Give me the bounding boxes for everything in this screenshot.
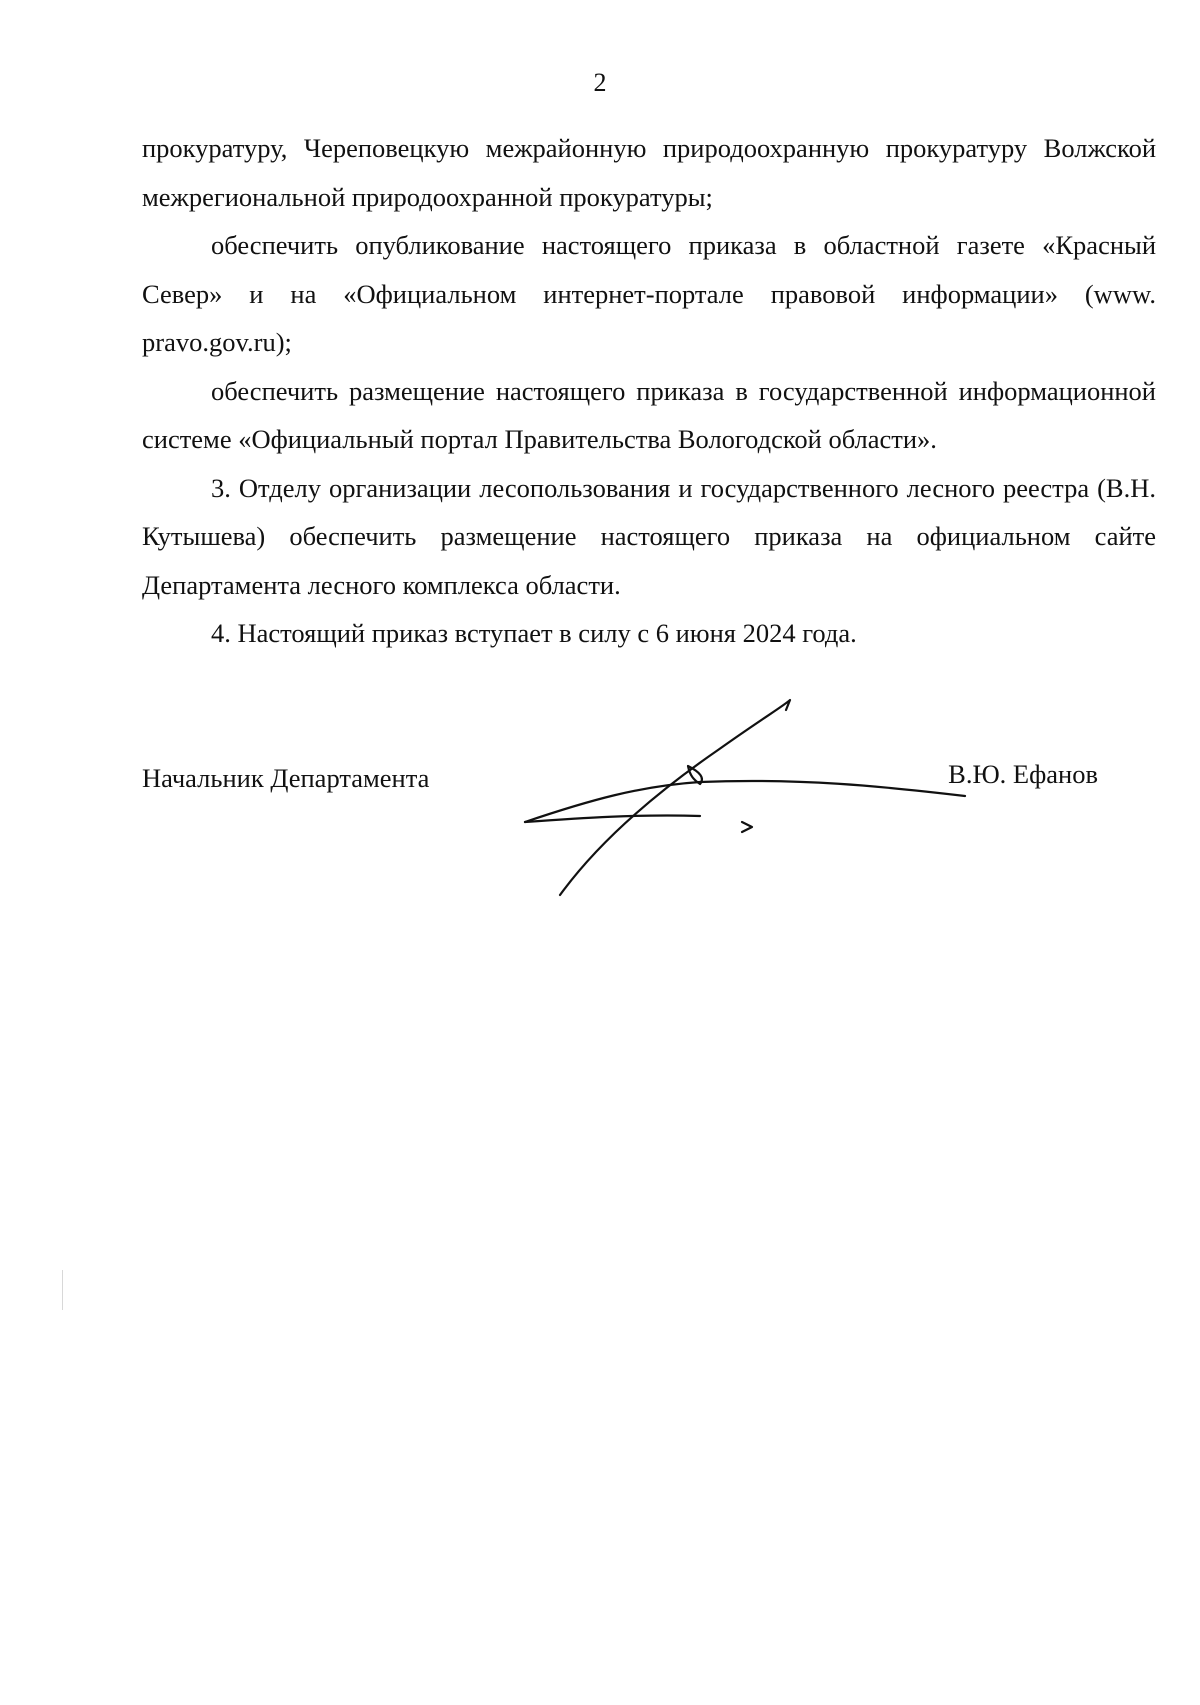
- paragraph-effective-date: 4. Настоящий приказ вступает в силу с 6 июня 2024 года.: [211, 618, 857, 648]
- signatory-name: В.Ю. Ефанов: [948, 759, 1098, 789]
- document-body: [142, 124, 1156, 658]
- paragraph-department-site: 3. Отделу организации лесопользования и государственного лесного реестра (В.Н. Кутышева) обеспечить размещение настоящего приказа на официальном сайте Департамента лесного комплекса области.: [142, 472, 1156, 600]
- signature-block: [142, 758, 1156, 898]
- signatory-title: Начальник Департамента: [142, 763, 430, 793]
- scan-artifact: [62, 1270, 63, 1310]
- paragraph-gov-portal: обеспечить размещение настоящего приказа в государственной информационной системе «Официальный портал Правительства Вологодской области».: [142, 375, 1156, 454]
- paragraph-prosecutors: прокуратуру, Череповецкую межрайонную природоохранную прокуратуру Волжской межрегиональной природоохранной прокуратуры;: [142, 133, 1156, 212]
- page-number: 2: [593, 68, 607, 97]
- paragraph-publication: обеспечить опубликование настоящего приказа в областной газете «Красный Север» и на «Официальном интернет-портале правовой информации» (www. pravo.gov.ru);: [142, 230, 1156, 357]
